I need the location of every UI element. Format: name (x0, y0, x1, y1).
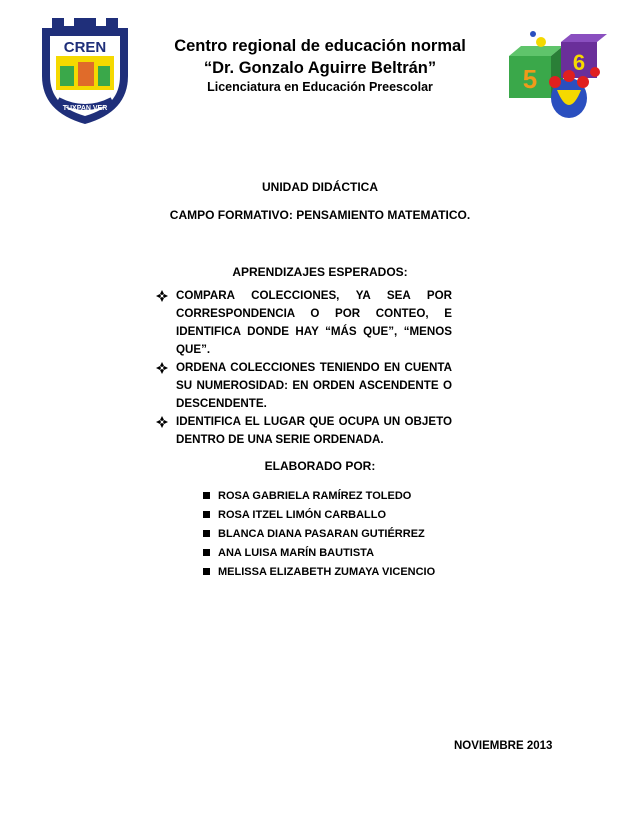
school-name: “Dr. Gonzalo Aguirre Beltrán” (203, 59, 437, 77)
team-list (218, 487, 435, 582)
diamond-bullet-icon (156, 416, 168, 428)
list-item (170, 359, 452, 413)
list-item (218, 506, 435, 525)
cren-logo (38, 14, 132, 126)
diamond-bullet-icon (156, 362, 168, 374)
square-bullet-icon (203, 568, 210, 575)
list-item (218, 563, 435, 582)
cren-logo-text: CREN (63, 39, 107, 56)
square-bullet-icon (203, 530, 210, 537)
member-name: ROSA ITZEL LIMÓN CARBALLO (218, 509, 387, 521)
list-item (170, 287, 452, 359)
list-item (218, 544, 435, 563)
square-bullet-icon (203, 511, 210, 518)
aprendizaje-text: ORDENA COLECCIONES TENIENDO EN CUENTA SU NUMEROSIDAD: EN ORDEN ASCENDENTE O DESCENDENTE. (176, 361, 452, 410)
member-name: ROSA GABRIELA RAMÍREZ TOLEDO (218, 490, 412, 502)
unit-title: UNIDAD DIDÁCTICA (262, 180, 378, 194)
member-name: BLANCA DIANA PASARAN GUTIÉRREZ (218, 528, 425, 540)
svg-text:5: 5 (522, 64, 538, 94)
aprendizajes-title: APRENDIZAJES ESPERADOS: (232, 265, 408, 279)
diamond-bullet-icon (156, 290, 168, 302)
aprendizaje-text: COMPARA COLECCIONES, YA SEA POR CORRESPONDENCIA O POR CONTEO, E IDENTIFICA DONDE HAY “MÁS QUE”, “MENOS QUE”. (176, 289, 452, 356)
square-bullet-icon (203, 549, 210, 556)
school-title: Centro regional de educación normal (174, 37, 466, 55)
program-subtitle: Licenciatura en Educación Preescolar (207, 80, 433, 94)
square-bullet-icon (203, 492, 210, 499)
svg-text:6: 6 (572, 50, 586, 75)
member-name: ANA LUISA MARÍN BAUTISTA (218, 547, 375, 559)
member-name: MELISSA ELIZABETH ZUMAYA VICENCIO (218, 566, 436, 578)
campo-formativo: CAMPO FORMATIVO: PENSAMIENTO MATEMATICO. (169, 208, 471, 222)
list-item (170, 413, 452, 449)
date-label: NOVIEMBRE 2013 (454, 740, 553, 752)
elaborado-title: ELABORADO POR: (264, 459, 376, 473)
aprendizajes-list (170, 287, 452, 449)
list-item (218, 487, 435, 506)
aprendizaje-text: IDENTIFICA EL LUGAR QUE OCUPA UN OBJETO DENTRO DE UNA SERIE ORDENADA. (176, 415, 452, 446)
preschool-blocks-logo (505, 12, 615, 124)
cren-logo-subtext: TUXPAN VER (62, 105, 108, 112)
list-item (218, 525, 435, 544)
